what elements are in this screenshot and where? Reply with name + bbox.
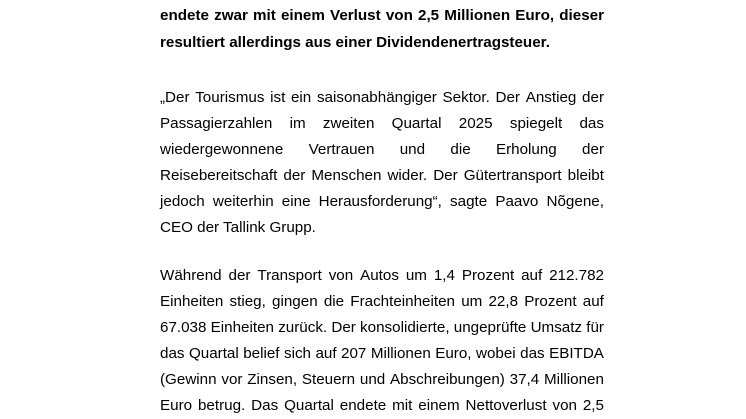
text-line (160, 163, 604, 189)
text-line: resultiert allerdings aus einer Dividendenertragsteuer. (160, 33, 550, 51)
word: ein (290, 89, 312, 106)
word: wobei (475, 345, 516, 362)
word: Zinsen, (247, 371, 298, 388)
word: die (323, 293, 345, 310)
word: der (582, 141, 604, 158)
word: Frachteinheiten (350, 293, 455, 310)
word: Sektor. (442, 89, 490, 106)
text-line (160, 315, 604, 341)
word: einem (418, 397, 460, 414)
word: 2,5 (582, 397, 604, 414)
word: betrug. (197, 397, 246, 414)
word: endete (339, 397, 387, 414)
word: Quartal (188, 345, 239, 362)
word: Umsatz (530, 319, 583, 336)
word: Tourismus (195, 89, 265, 106)
word: spiegelt (509, 115, 563, 132)
word: konsolidierte, (360, 319, 450, 336)
word: Der (433, 167, 458, 184)
word: weiterhin (212, 193, 274, 210)
text-line (160, 341, 604, 367)
word: dieser (559, 7, 604, 24)
word: eine (281, 193, 311, 210)
word: von (385, 7, 413, 24)
word: Autos (360, 267, 399, 284)
word: die (450, 141, 471, 158)
word: Euro, (435, 345, 472, 362)
word: das (160, 345, 185, 362)
word: Prozent (524, 293, 577, 310)
word: Anstieg (525, 89, 577, 106)
word: 2,5 (418, 7, 440, 24)
text-line (160, 111, 604, 137)
word: Euro, (515, 7, 555, 24)
word: Transport (257, 267, 322, 284)
word: mit (392, 397, 413, 414)
word: „Der (160, 89, 190, 106)
quote-paragraph (160, 85, 604, 241)
text-line (160, 263, 604, 289)
word: das (520, 345, 545, 362)
word: Quartal (391, 115, 442, 132)
word: Passagierzahlen (160, 115, 273, 132)
word: Einheiten (210, 319, 274, 336)
word: 212.782 (549, 267, 604, 284)
word: Vertrauen (308, 141, 375, 158)
word: im (289, 115, 306, 132)
word: um (405, 267, 427, 284)
word: Verlust (330, 7, 381, 24)
text-line (160, 367, 604, 393)
word: (Gewinn (160, 371, 217, 388)
word: Der (331, 319, 356, 336)
word: und (399, 141, 426, 158)
word: ungeprüfte (453, 319, 527, 336)
word: 22,8 (488, 293, 519, 310)
word: 207 (341, 345, 367, 362)
text-line (160, 289, 604, 315)
word: sich (283, 345, 311, 362)
word: ist (270, 89, 286, 106)
word: der (283, 167, 306, 184)
word: Euro (160, 397, 193, 414)
word: Während (160, 267, 222, 284)
word: Der (495, 89, 520, 106)
word: gingen (272, 293, 318, 310)
word: der (582, 89, 604, 106)
word: 2025 (458, 115, 493, 132)
word: Nettoverlust (465, 397, 547, 414)
word: der (228, 267, 251, 284)
text-line (160, 3, 604, 30)
word: Abschreibungen) (390, 371, 505, 388)
word: Quartal (284, 397, 334, 414)
word: von (328, 267, 354, 284)
text-line (160, 137, 604, 163)
word: Prozent (461, 267, 515, 284)
word: saisonabhängiger (316, 89, 437, 106)
results-paragraph (160, 263, 604, 419)
text-line (160, 393, 604, 419)
word: wiedergewonnene (160, 141, 284, 158)
word: Reisebereitschaft (160, 167, 278, 184)
word: EBITDA (549, 345, 604, 362)
word: 37,4 (509, 371, 540, 388)
word: Nõgene, (546, 193, 604, 210)
word: sagte (450, 193, 488, 210)
word: zweiten (322, 115, 375, 132)
word: zurück. (278, 319, 328, 336)
word: endete (160, 7, 209, 24)
text-line (160, 85, 604, 111)
word: zwar (214, 7, 248, 24)
word: Erholung (495, 141, 557, 158)
text-line: CEO der Tallink Grupp. (160, 219, 316, 236)
word: Herausforderung“, (318, 193, 442, 210)
word: vor (221, 371, 243, 388)
word: stieg, (229, 293, 266, 310)
intro-bold-paragraph (160, 3, 604, 56)
text-line (160, 189, 604, 215)
word: und (359, 371, 386, 388)
word: für (586, 319, 604, 336)
word: mit (253, 7, 276, 24)
word: Das (251, 397, 279, 414)
word: Gütertransport (463, 167, 562, 184)
word: bleibt (567, 167, 604, 184)
word: Millionen (444, 7, 511, 24)
word: Millionen (370, 345, 431, 362)
word: Steuern (301, 371, 356, 388)
word: das (579, 115, 604, 132)
word: Paavo (495, 193, 539, 210)
word: einem (280, 7, 325, 24)
word: Menschen (311, 167, 382, 184)
word: 67.038 (160, 319, 207, 336)
word: Einheiten (160, 293, 224, 310)
word: wider. (387, 167, 428, 184)
word: auf (315, 345, 337, 362)
word: 1,4 (433, 267, 455, 284)
word: auf (582, 293, 604, 310)
word: belief (243, 345, 280, 362)
word: von (552, 397, 577, 414)
word: um (461, 293, 483, 310)
word: jedoch (160, 193, 205, 210)
word: auf (521, 267, 543, 284)
word: Millionen (544, 371, 604, 388)
